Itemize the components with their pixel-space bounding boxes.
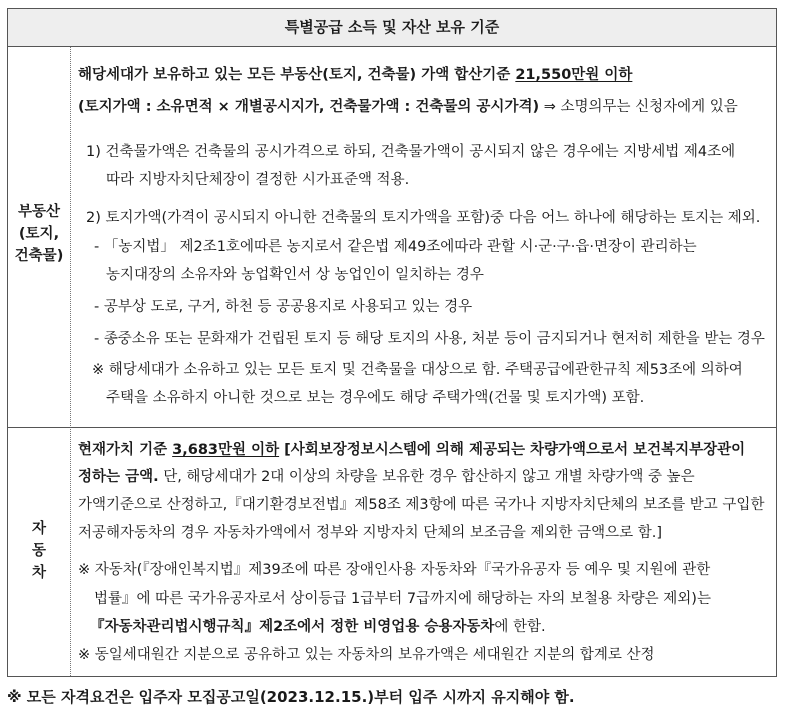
car-note-1-end	[90, 616, 546, 638]
car-amount: 3,683만원 이하	[172, 442, 280, 458]
car-note-regulation: 『자동차관리법시행규칙』제2조에서 정한 비영업용 승용자동차	[90, 619, 495, 635]
car-criterion	[78, 439, 745, 461]
car-criterion-line-4: 저공해자동차의 경우 자동차가액에서 정부와 지방자치 단체의 보조금을 제외한 금액으로 함.]	[78, 525, 663, 541]
car-note-1-cont: 법률』에 따른 국가유공자로서 상이등급 1급부터 7급까지에 해당하는 자의 보철용 차량은 제외)는	[94, 591, 711, 607]
property-sub-1-cont: 농지대장의 소유자와 농업확인서 상 농업인이 일치하는 경우	[106, 267, 484, 283]
property-valuation	[78, 96, 738, 118]
property-label-line: 부동산	[17, 204, 61, 220]
property-item-1-cont: 따라 지방자치단체장이 결정한 시가표준액 적용.	[106, 172, 410, 188]
property-criterion	[78, 64, 632, 86]
asset-criteria-table	[7, 8, 777, 677]
property-item-2: 2) 토지가액(가격이 공시되지 아니한 건축물의 토지가액을 포함)중 다음 어느 하나에 해당하는 토지는 제외.	[86, 210, 761, 226]
property-sub-3: - 종중소유 또는 문화재가 건립된 토지 등 해당 토지의 사용, 처분 등이 금지되거나 현저히 제한을 받는 경우	[94, 331, 765, 347]
property-note-cont: 주택을 소유하지 아니한 것으로 보는 경우에도 해당 주택가액(건물 및 토지가액) 포함.	[106, 390, 645, 406]
property-amount: 21,550만원 이하	[515, 67, 633, 83]
property-valuation-formula: (토지가액 : 소유면적 × 개별공시지가, 건축물가액 : 건축물의 공시가격)	[78, 99, 540, 115]
property-sub-1: - 「농지법」 제2조1호에따른 농지로서 같은법 제49조에따라 관할 시·군·구·읍·면장이 관리하는	[94, 239, 697, 255]
car-criterion-end: 정하는 금액.	[78, 469, 159, 485]
property-sub-2: - 공부상 도로, 구거, 하천 등 공공용지로 사용되고 있는 경우	[94, 299, 473, 315]
property-label	[8, 201, 70, 267]
row-divider	[8, 427, 776, 428]
car-label-line: 자	[31, 521, 46, 537]
car-criterion-detail: [사회보장정보시스템에 의해 제공되는 차량가액으로서 보건복지부장관이	[279, 442, 746, 458]
car-criterion-line-3: 가액기준으로 산정하고,『대기환경보전법』제58조 제3항에 따른 국가나 지방자치단체의 보조를 받고 구입한	[78, 497, 765, 513]
car-label-line: 동	[31, 543, 46, 559]
property-note: ※ 해당세대가 소유하고 있는 모든 토지 및 건축물을 대상으로 함. 주택공급에관한규칙 제53조에 의하여	[92, 362, 743, 378]
property-label-line: 건축물)	[14, 248, 64, 264]
car-note-1: ※ 자동차(『장애인복지법』제39조에 따른 장애인사용 자동차와『국가유공자 등 예우 및 지원에 관한	[78, 562, 711, 578]
car-note-2: ※ 동일세대원간 지분으로 공유하고 있는 자동차의 보유가액은 세대원간 지분의 합계로 산정	[78, 647, 655, 663]
property-label-line: (토지,	[18, 226, 60, 242]
footer-note: ※ 모든 자격요건은 입주자 모집공고일(2023.12.15.)부터 입주 시까지 유지해야 함.	[7, 688, 575, 706]
property-item-1: 1) 건축물가액은 건축물의 공시가격으로 하되, 건축물가액이 공시되지 않은 경우에는 지방세법 제4조에	[86, 144, 736, 160]
car-criterion-line-2	[78, 466, 695, 488]
property-criterion-text: 해당세대가 보유하고 있는 모든 부동산(토지, 건축물) 가액 합산기준	[78, 67, 516, 83]
car-label-line: 차	[31, 565, 46, 581]
car-note-suffix: 에 한함.	[494, 619, 546, 635]
table-title: 특별공급 소득 및 자산 보유 기준	[8, 9, 776, 47]
car-criterion-text: 현재가치 기준	[78, 442, 173, 458]
car-label	[8, 518, 70, 584]
column-divider	[70, 47, 71, 676]
car-multi-vehicle-rule: 단, 해당세대가 2대 이상의 차량을 보유한 경우 합산하지 않고 개별 차량가액 중 높은	[158, 469, 695, 485]
property-valuation-note: ⇒ 소명의무는 신청자에게 있음	[539, 99, 738, 115]
